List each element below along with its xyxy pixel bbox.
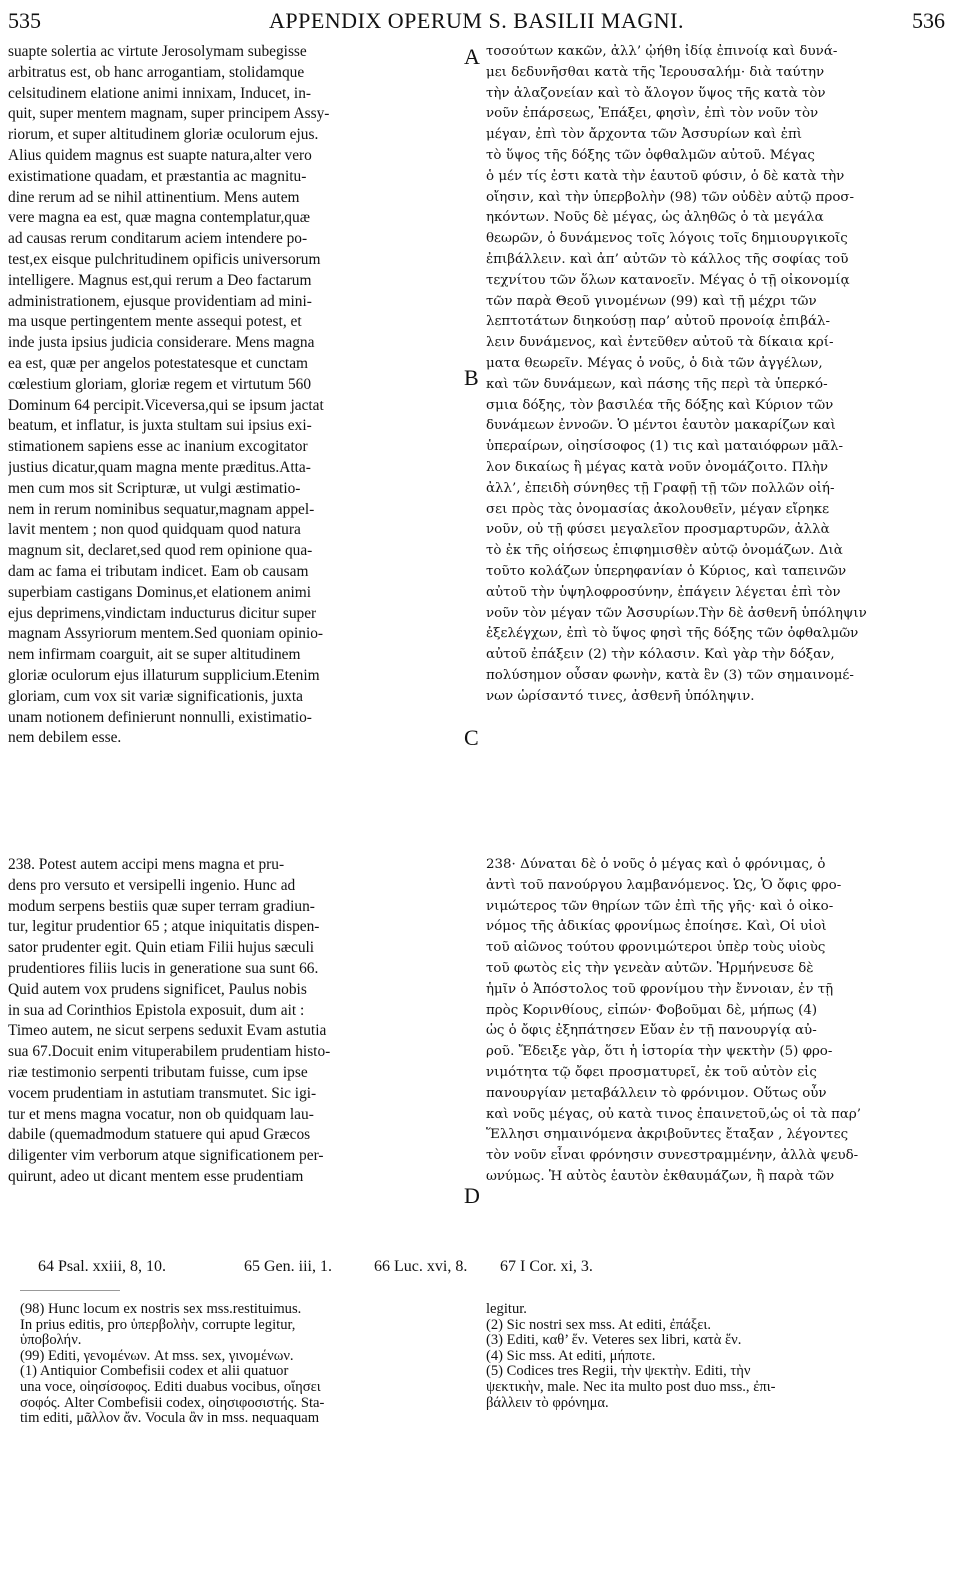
greek-text-line: τοῦ αἰῶνος τούτου φρονιμώτεροι ὑπὲρ τοὺς υἱοὺς bbox=[486, 940, 826, 956]
greek-text-line: πολύσημον οὖσαν φωνὴν, κατὰ ἓν (3) τῶν σημαινομέ- bbox=[486, 667, 854, 683]
latin-text-line: magnum sit, declaret,sed quod rem opinione qua- bbox=[8, 542, 313, 560]
latin-text-line: Dominum 64 percipit.Viceversa,qui se ipsum jactat bbox=[8, 396, 324, 414]
margin-mark-d: D bbox=[464, 1183, 480, 1208]
footnotes-left bbox=[20, 1302, 465, 1427]
greek-text-line: ὁ μέν τίς ἐστι κατὰ τὴν ἑαυτοῦ φύσιν, ὁ δὲ κατὰ τὴν bbox=[486, 168, 845, 184]
latin-text-line: inde justa ipsius judicia considerare. Mens magna bbox=[8, 334, 315, 352]
latin-text-line: cœlestium gloriam, gloriæ regem et virtutum 560 bbox=[8, 375, 312, 393]
greek-text-line: τοῦτο κολάζων ὑπερηφανίαν ὁ Κύριος, καὶ ταπεινῶν bbox=[486, 563, 847, 579]
margin-mark-a: A bbox=[464, 44, 480, 69]
latin-text-line: Timeo autem, ne sicut serpens seduxit Evam astutia bbox=[8, 1022, 327, 1040]
footnote-line: legitur. bbox=[486, 1302, 527, 1317]
greek-text-line: ωνύμως. Ἡ αὐτὸς ἑαυτὸν ἐκθαυμάζων, ἢ παρὰ τῶν bbox=[486, 1168, 835, 1184]
greek-text-line: νων ὡρίσαντό τινες, ἀσθενῆ ὑπόληψιν. bbox=[486, 688, 755, 704]
latin-text-line: administrationem, ejusque providentiam ad mini- bbox=[8, 292, 312, 310]
latin-text-line: unam notionem definierunt nonnulli, existimatio- bbox=[8, 708, 312, 726]
latin-text-line: 238. Potest autem accipi mens magna et pru- bbox=[8, 856, 285, 873]
greek-text-line: ροῦ. Ἔδειξε γὰρ, ὅτι ἡ ἱστορία τὴν ψεκτὴν (5) φρο- bbox=[486, 1044, 833, 1060]
footnote-line: (3) Editi, καθ’ ἕν. Veteres sex libri, κατὰ ἕν. bbox=[486, 1333, 742, 1349]
latin-text-line: gloriæ oculorum ejus illaturum supplicium.Etenim bbox=[8, 666, 320, 684]
greek-text-line: νοῦν ἐπάρσεως, Ἐπάξει, φησὶν, ἐπὶ τὸν νοῦν τὸν bbox=[486, 106, 819, 122]
latin-text-line: celsitudinem elatione animi innixam, Inducet, in- bbox=[8, 84, 312, 102]
greek-text-line: νιμότητα τῷ ὄφει προσματυρεῖ, ἐκ τοῦ αὐτὸν εἰς bbox=[486, 1064, 817, 1080]
latin-text-line: lavit mentem ; non quod quidquam quod natura bbox=[8, 521, 301, 539]
latin-text-line: vocem prudentiam in astutiam transmutet. Sic igi- bbox=[8, 1084, 317, 1102]
greek-column-bottom bbox=[486, 855, 945, 1188]
latin-text-line: tur, legitur prudentior 65 ; atque iniquitatis dispen- bbox=[8, 918, 320, 936]
latin-text-line: ejus deprimens,vindictam inducturus dicitur super bbox=[8, 604, 317, 622]
greek-text-line: νοῦν τὸν μέγαν τῶν Ἀσσυρίων.Τὴν δὲ ἀσθενῆ ὑπόληψιν bbox=[486, 605, 867, 621]
greek-text-line: νόμος τῆς ἀδικίας φρονίμως ἐποίησε. Καὶ, Οἱ υἱοὶ bbox=[486, 919, 827, 935]
latin-text-line: nem infirmam coarguit, ait se super altitudinem bbox=[8, 646, 301, 664]
greek-text-line: τὸ ὕψος τῆς δόξης τῶν ὀφθαλμῶν αὐτοῦ. Μέγας bbox=[486, 147, 815, 163]
latin-text-line: dam ac fama ei tributam indicet. Eam ob causam bbox=[8, 562, 309, 580]
latin-text-line: prudentiores filiis lucis in generatione sua sunt 66. bbox=[8, 959, 319, 977]
latin-text-line: gloriam, cum vox sit variæ significationis, juxta bbox=[8, 687, 303, 705]
latin-column-bottom bbox=[8, 855, 460, 1188]
greek-text-line: ὡς ὁ ὄφις ἐξηπάτησεν Εὔαν ἐν τῇ πανουργίᾳ αὐ- bbox=[486, 1023, 817, 1039]
greek-text-line: ηκόντων. Νοῦς δὲ μέγας, ὡς ἀληθῶς ὁ τὰ μεγάλα bbox=[486, 210, 824, 226]
scripture-ref: 67 I Cor. xi, 3. bbox=[500, 1258, 593, 1275]
greek-text-line: αὐτοῦ τὴν ὑψηλοφροσύνην, ἐπάγειν λέγεται ἐπὶ τὸν bbox=[486, 584, 841, 600]
greek-text-line: τὴν ἀλαζονείαν καὶ τὸ ἄλογον ὕψος τῆς κατὰ τὸν bbox=[486, 85, 826, 101]
latin-text-line: Quid autem vox prudens significet, Paulus nobis bbox=[8, 980, 307, 998]
greek-text-line: ματα θεωρεῖν. Μέγας ὁ νοῦς, ὁ διὰ τῶν ἀγγέλων, bbox=[486, 355, 823, 371]
latin-text-line: modum serpens bestiis quæ super terram gradiun- bbox=[8, 897, 315, 915]
greek-text-line: λεπτοτάτων διηκούσῃ παρ’ αὐτοῦ προνοίᾳ ἐπιβάλ- bbox=[486, 314, 830, 330]
page-number-right: 536 bbox=[912, 8, 945, 33]
greek-text-line: πρὸς Κορινθίους, εἰπών· Φοβοῦμαι δὲ, μήπως (4) bbox=[486, 1002, 818, 1018]
greek-column-top bbox=[486, 42, 945, 708]
footnotes-right bbox=[486, 1302, 944, 1411]
greek-text-line: νοῦν, οὐ τῇ φύσει μεγαλεῖον προσμαρτυρῶν, ἀλλὰ bbox=[486, 522, 830, 538]
greek-text-line: ἀλλ’, ἐπειδὴ σύνηθες τῇ Γραφῇ τῇ τῶν πολλῶν οἰή- bbox=[486, 480, 835, 496]
footnote-line: (2) Sic nostri sex mss. At editi, ἐπάξει. bbox=[486, 1317, 711, 1333]
latin-text-line: intelligere. Magnus est,qui rerum a Deo factarum bbox=[8, 271, 312, 289]
greek-text-line: ἡμῖν ὁ Ἀπόστολος τοῦ φρονίμου τὴν ἔννοιαν, ἐν τῇ bbox=[486, 981, 834, 997]
greek-text-line: μει δεδυνῆσθαι κατὰ τῆς Ἱερουσαλήμ· διὰ ταύτην bbox=[486, 64, 825, 80]
footnote-line: (1) Antiquior Combefisii codex et alii quatuor bbox=[20, 1364, 289, 1380]
latin-text-line: ea est, quæ per angelos potestatesque et cunctam bbox=[8, 354, 309, 372]
margin-mark-b: B bbox=[464, 365, 479, 390]
greek-text-line: νιμώτερος τῶν θηρίων τῶν ἐπὶ τῆς γῆς· καὶ ὁ οἰκο- bbox=[486, 898, 834, 914]
latin-text-line: sator prudenter egit. Quin etiam Filii hujus sæculi bbox=[8, 939, 315, 957]
latin-text-line: riorum, et super altitudinem gloriæ oculorum ejus. bbox=[8, 126, 319, 144]
latin-column-top bbox=[8, 42, 460, 749]
footnote-line: ὑποβολήν. bbox=[20, 1333, 82, 1349]
latin-text-line: magnam Assyriorum mentem.Sed quoniam opinio- bbox=[8, 625, 324, 643]
greek-text-line: πανουργίαν μεταβάλλειν τὸ φρόνιμον. Οὕτως οὖν bbox=[486, 1085, 827, 1101]
latin-text-line: ad causas rerum conditarum aciem intendere po- bbox=[8, 230, 308, 248]
latin-text-line: nem debilem esse. bbox=[8, 729, 122, 747]
latin-text-line: existimatione quadam, et præstantia ac magnitu- bbox=[8, 167, 307, 185]
latin-text-line: nem in rerum nominibus sequatur,magnam appel- bbox=[8, 500, 315, 518]
latin-text-line: ma usque pertingentem mente assequi potest, et bbox=[8, 313, 302, 331]
greek-text-line: οἴησιν, καὶ τὴν ὑπερβολὴν (98) τῶν οὐδὲν αὐτῷ προσ- bbox=[486, 189, 855, 205]
latin-text-line: stimationem sapiens esse ac inanium excogitator bbox=[8, 438, 308, 456]
scripture-ref: 66 Luc. xvi, 8. bbox=[374, 1258, 468, 1275]
page-number-left: 535 bbox=[8, 8, 41, 33]
latin-text-line: men cum mos sit Scripturæ, ut vulgi æstimatio- bbox=[8, 479, 301, 497]
footnote-line: ψεκτικὴν, male. Nec ita multo post duo mss., ἐπι- bbox=[486, 1379, 776, 1395]
footnote-line: In prius editis, pro ὑπερβολὴν, corrupte legitur, bbox=[20, 1317, 296, 1333]
latin-text-line: dabile (quemadmodum statuere qui apud Græcos bbox=[8, 1126, 311, 1144]
greek-text-line: αὐτοῦ ἐπάξειν (2) τὴν κόλασιν. Καὶ γὰρ τὴν δόξαν, bbox=[486, 647, 835, 663]
latin-text-line: dine rerum ad se nihil attinentium. Mens autem bbox=[8, 188, 300, 206]
footnote-rule bbox=[20, 1290, 120, 1291]
scripture-ref: 64 Psal. xxiii, 8, 10. bbox=[38, 1258, 167, 1275]
footnote-line: βάλλειν τὸ φρόνημα. bbox=[486, 1395, 609, 1411]
latin-text-line: vere magna ea est, quæ magna contemplatur,quæ bbox=[8, 209, 310, 227]
latin-text-line: in sua ad Corinthios Epistola exposuit, dum ait : bbox=[8, 1001, 305, 1019]
greek-text-line: θεωρῶν, ὁ δυνάμενος τοῖς λόγοις τοῖς δημιουργικοῖς bbox=[486, 231, 848, 247]
latin-text-line: Alius quidem magnus est suapte natura,alter vero bbox=[8, 146, 312, 164]
greek-text-line: τοῦ φωτὸς εἰς τὴν γενεὰν αὐτῶν. Ἡρμήνευσε δὲ bbox=[486, 960, 814, 976]
greek-text-line: τὸ ἐκ τῆς οἰήσεως ἐπιφημισθὲν αὐτῷ ὀνομάζων. Διὰ bbox=[486, 543, 843, 559]
footnote-line: (5) Codices tres Regii, τὴν ψεκτὴν. Editi, τὴν bbox=[486, 1364, 751, 1380]
latin-text-line: justius dicatur,quam magna mente præditus.Atta- bbox=[8, 458, 311, 476]
latin-text-line: riæ testimonio serpenti tributam fuisse, cum ipse bbox=[8, 1063, 308, 1081]
latin-text-line: suapte solertia ac virtute Jerosolymam subegisse bbox=[8, 43, 307, 60]
greek-text-line: καὶ νοῦς μέγας, οὐ κατὰ τινος ἐπαινετοῦ,ὡς οἱ τὰ παρ’ bbox=[486, 1106, 862, 1122]
latin-text-line: sua 67.Docuit enim vituperabilem prudentiam histo- bbox=[8, 1043, 331, 1061]
greek-text-line: 238· Δύναται δὲ ὁ νοῦς ὁ μέγας καὶ ὁ φρόνιμας, ὁ bbox=[486, 857, 826, 872]
greek-text-line: ὑπεραίρων, οἰησίσοφος (1) τις καὶ ματαιόφρων μᾶλ- bbox=[486, 439, 843, 455]
greek-text-line: τοσούτων κακῶν, ἀλλ’ ᾠήθη ἰδίᾳ ἐπινοίᾳ καὶ δυνά- bbox=[486, 44, 838, 59]
footnote-line: (99) Editi, γενομένων. At mss. sex, γινομένων. bbox=[20, 1348, 294, 1364]
footnote-line: (4) Sic mss. At editi, μήποτε. bbox=[486, 1348, 656, 1364]
scripture-ref: 65 Gen. iii, 1. bbox=[244, 1258, 332, 1275]
greek-text-line: λειν δυνάμενος, καὶ ἐντεῦθεν αὐτοῦ τὰ δίκαια κρί- bbox=[486, 335, 834, 351]
greek-text-line: ἐπιβάλλειν. καὶ ἀπ’ αὐτῶν τὸ κάλλος τῆς σοφίας τοῦ bbox=[486, 251, 849, 267]
latin-text-line: test,ex eisque pulchritudinem opificis universorum bbox=[8, 250, 321, 268]
latin-text-line: arbitratus est, ob hanc arrogantiam, stolidamque bbox=[8, 63, 305, 81]
margin-mark-c: C bbox=[464, 725, 479, 750]
footnote-line: (98) Hunc locum ex nostris sex mss.restituimus. bbox=[20, 1302, 302, 1317]
latin-text-line: diligenter vim verborum atque significationem per- bbox=[8, 1147, 324, 1165]
footnote-line: una voce, οἰησίσοφος. Editi duabus vocibus, οἴησει bbox=[20, 1379, 321, 1395]
latin-text-line: tur et mens magna vocatur, non ob quidquam lau- bbox=[8, 1105, 314, 1123]
greek-text-line: τὸν νοῦν εἶναι φρόνησιν συνεστραμμένην, ἀλλὰ ψευδ- bbox=[486, 1148, 859, 1164]
greek-text-line: λον δικαίως ἢ μέγας κατὰ νοῦν ὀνομάζοιτο. Πλὴν bbox=[486, 459, 829, 475]
greek-text-line: καὶ τῶν δυνάμεων, καὶ πάσης τῆς περὶ τὰ ὑπερκό- bbox=[486, 376, 828, 392]
page-header bbox=[8, 8, 945, 42]
greek-text-line: μέγαν, ἐπὶ τὸν ἄρχοντα τῶν Ἀσσυρίων καὶ ἐπὶ bbox=[486, 127, 803, 143]
latin-text-line: superbiam castigans Dominus,et elationem animi bbox=[8, 583, 312, 601]
running-title: APPENDIX OPERUM S. BASILII MAGNI. bbox=[269, 8, 684, 33]
footnote-line: tim editi, μᾶλλον ἄν. Vocula ἂν in mss. nequaquam bbox=[20, 1411, 320, 1427]
greek-text-line: σμια δόξης, τὸν βασιλέα τῆς δόξης καὶ Κύριον τῶν bbox=[486, 397, 834, 413]
greek-text-line: ἀντὶ τοῦ πανούργου λαμβανόμενος. Ὡς, Ὁ ὄφις φρο- bbox=[486, 877, 842, 893]
latin-text-line: beatum, et inflatur, is juxta stultam sui ipsius exi- bbox=[8, 417, 312, 435]
latin-text-line: quit, super mentem magnam, super principem Assy- bbox=[8, 105, 330, 123]
latin-text-line: dens pro versuto et versipelli ingenio. Hunc ad bbox=[8, 876, 296, 894]
greek-text-line: τεχνίτου τῶν ὅλων κατανοεῖν. Μέγας ὁ τῇ οἰκονομίᾳ bbox=[486, 272, 850, 288]
greek-text-line: Ἕλλησι σημαινόμενα ἀκριβοῦντες ἔταξαν , λέγοντες bbox=[486, 1127, 849, 1143]
footnote-line: σοφός. Alter Combefisii codex, οἰησιφοσιστής. Sta- bbox=[20, 1395, 325, 1411]
greek-text-line: ἐξελέγχων, ἐπὶ τὸ ὕψος φησὶ τῆς δόξης τῶν ὀφθαλμῶν bbox=[486, 626, 859, 642]
greek-text-line: σει πρὸς τὰς ὀνομασίας ἀκολουθεῖν, μέγαν εἴρηκε bbox=[486, 501, 830, 517]
latin-text-line: quirunt, adeo ut dicant mentem esse prudentiam bbox=[8, 1167, 304, 1185]
greek-text-line: τῶν παρὰ Θεοῦ γινομένων (99) καὶ τῇ μέχρι τῶν bbox=[486, 293, 817, 309]
greek-text-line: δυνάμεων ἐννοῶν. Ὁ μέντοι ἑαυτὸν μακαρίζων καὶ bbox=[486, 418, 836, 434]
